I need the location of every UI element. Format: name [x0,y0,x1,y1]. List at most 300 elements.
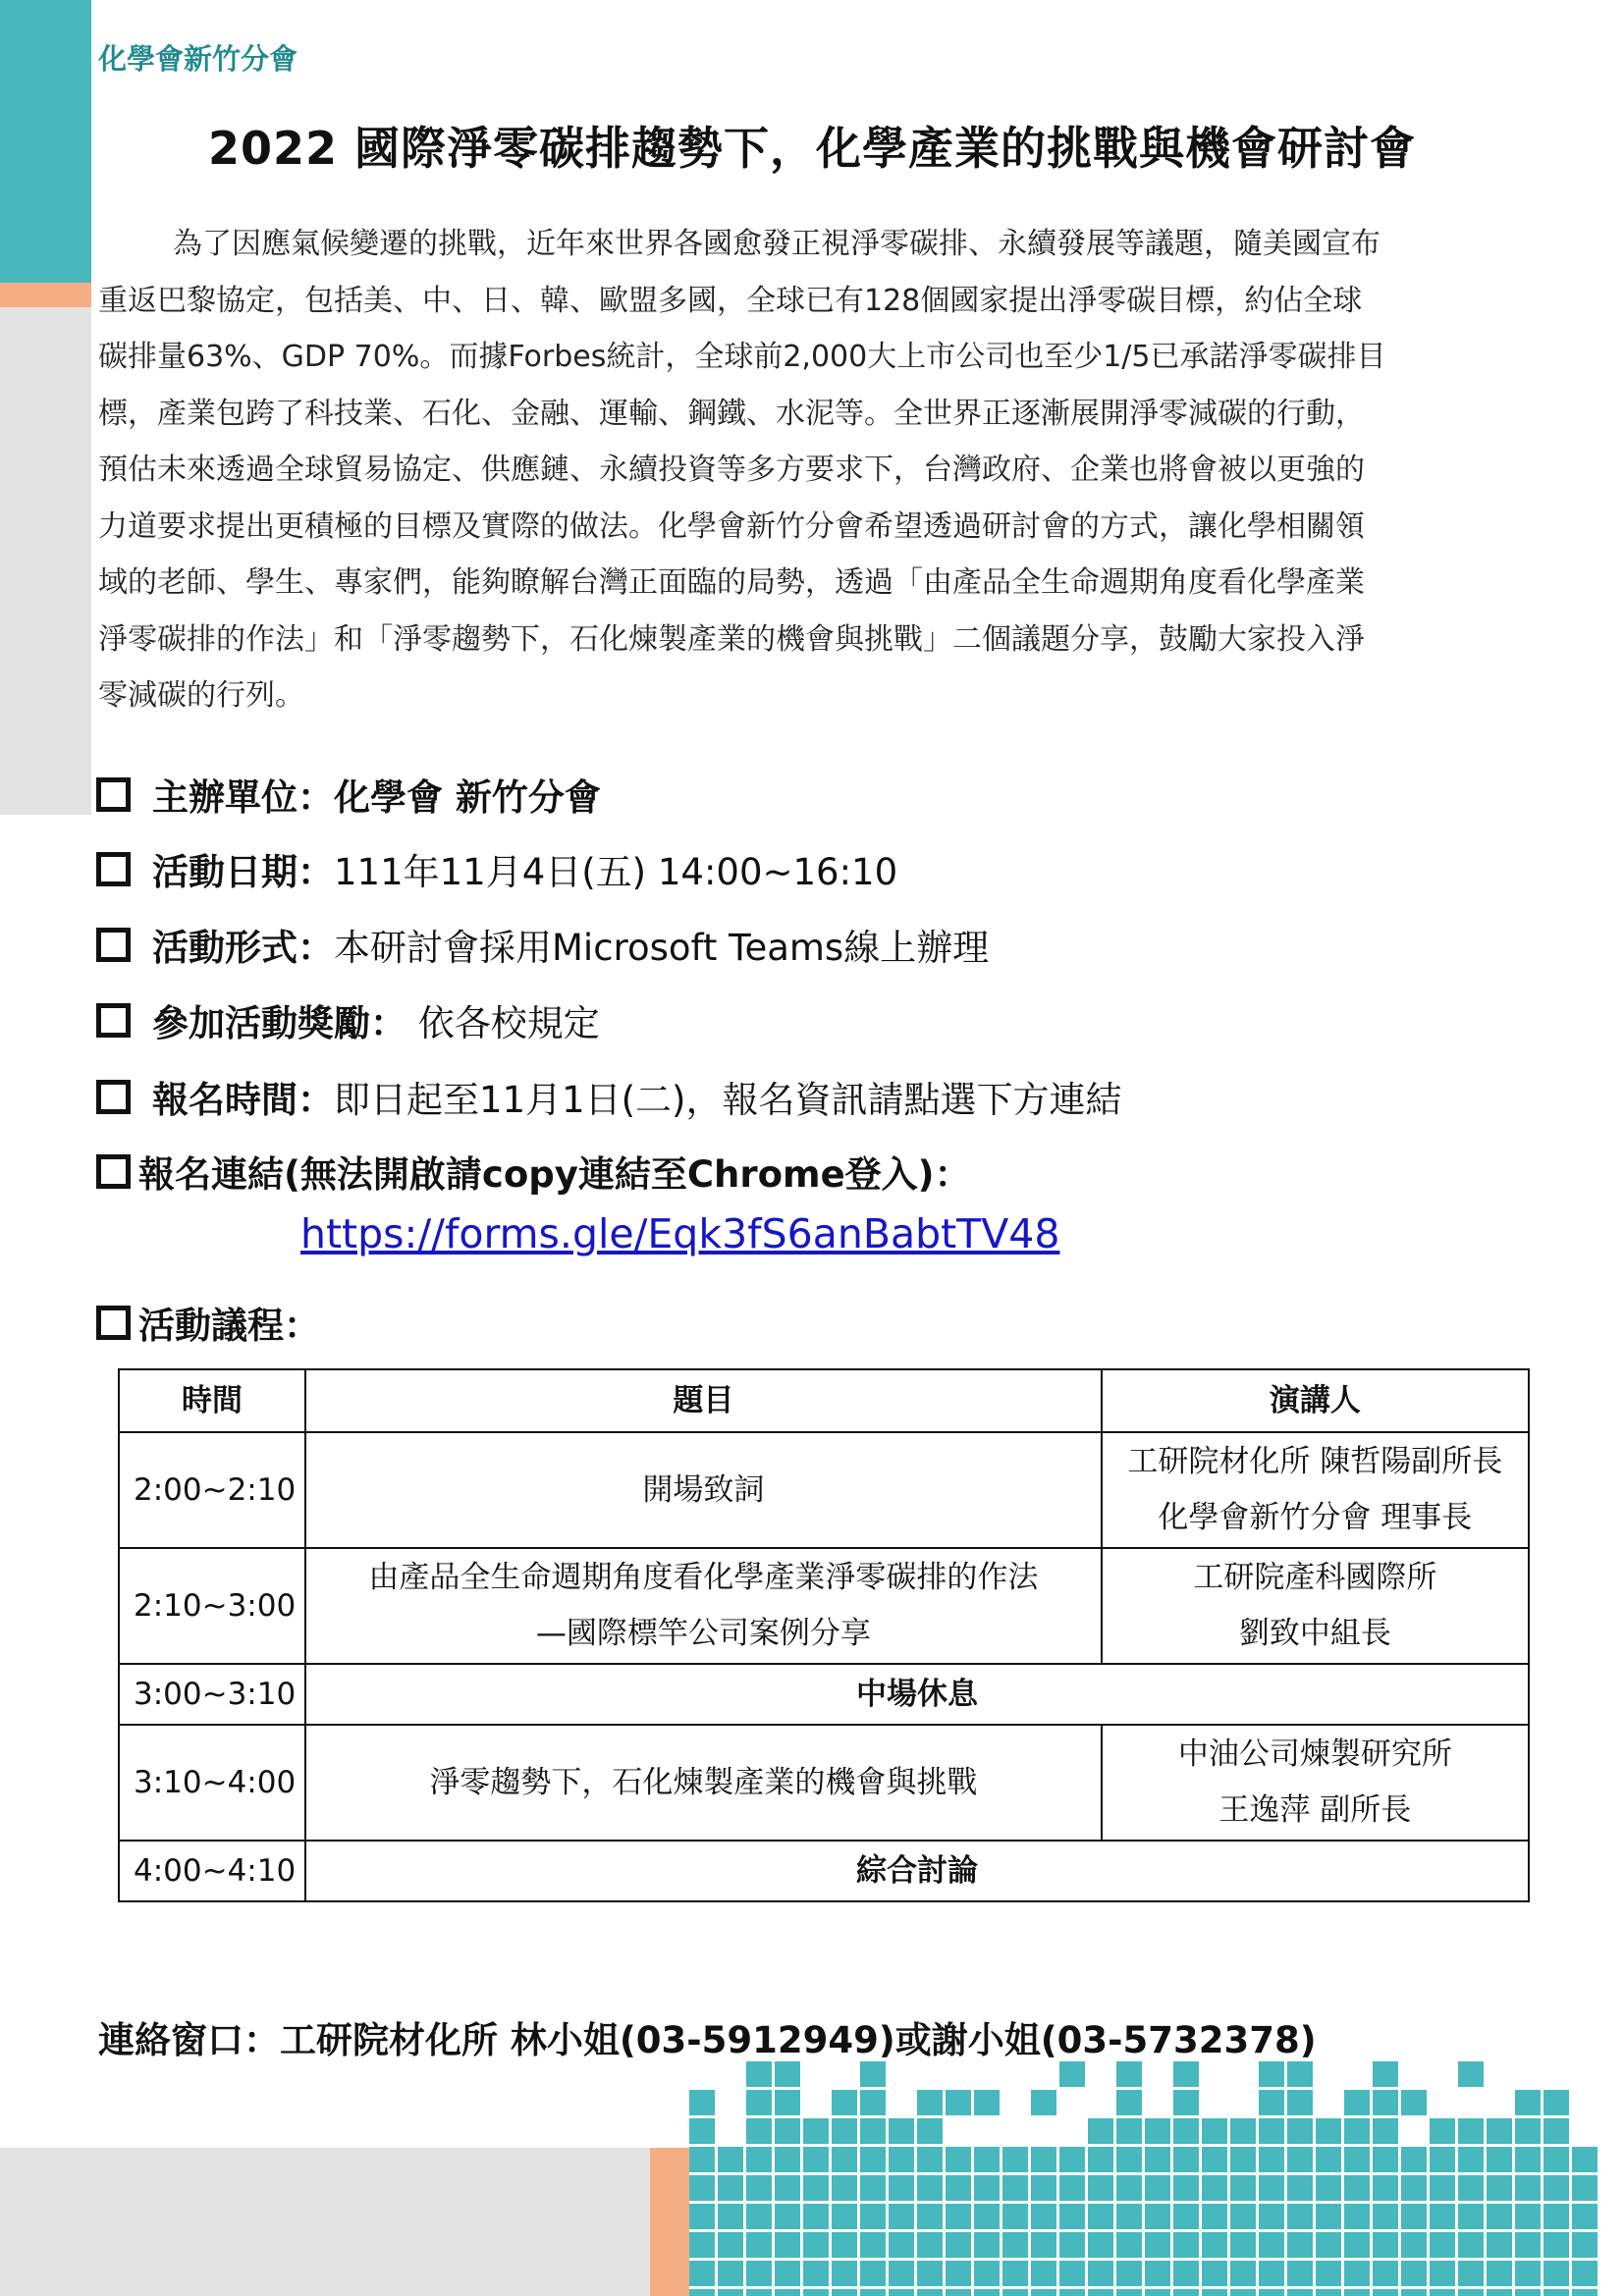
pattern-tile [775,2204,800,2229]
pattern-tile [1287,2232,1313,2258]
pattern-tile [1173,2118,1199,2144]
pattern-tile [832,2118,857,2144]
pattern-tile [746,2118,772,2144]
pattern-tile [1458,2204,1484,2229]
pattern-tile [974,2289,1000,2296]
pattern-tile [1430,2289,1455,2296]
pattern-tile [1515,2289,1541,2296]
pattern-tile [1572,2232,1597,2258]
pattern-tile [1287,2175,1313,2201]
agenda-label: 活動議程： [138,1305,320,1347]
pattern-tile [718,2232,743,2258]
pattern-tile [860,2175,886,2201]
pattern-tile [775,2061,800,2087]
pattern-tile [1401,2090,1427,2115]
pattern-tile [832,2289,857,2296]
pattern-tile [746,2061,772,2087]
pattern-tile [1487,2147,1512,2172]
pattern-tile [803,2261,829,2286]
pattern-tile [1344,2289,1370,2296]
pattern-tile [1002,2232,1028,2258]
pattern-tile [860,2232,886,2258]
pattern-tile [1116,2175,1142,2201]
pattern-tile [1059,2261,1085,2286]
signup-link[interactable]: https://forms.gle/Eqk3fS6anBabtTV48 [300,1210,1060,1257]
pattern-tile [917,2147,943,2172]
pattern-tile [1458,2147,1484,2172]
pattern-tile [832,2204,857,2229]
pattern-tile [917,2232,943,2258]
pattern-tile [1515,2175,1541,2201]
row-topic: 中場休息 [305,1664,1529,1725]
pattern-tile [974,2147,1000,2172]
pattern-tile [1401,2147,1427,2172]
pattern-tile [1116,2061,1142,2087]
pattern-tile [1487,2204,1512,2229]
pattern-tile [1316,2232,1341,2258]
pattern-tile [775,2289,800,2296]
pattern-tile [860,2147,886,2172]
pattern-tile [1515,2232,1541,2258]
reward-value: 依各校規定 [406,1002,600,1044]
pattern-tile [1088,2147,1113,2172]
pattern-tile [1173,2232,1199,2258]
pattern-tile [946,2147,971,2172]
pattern-tile [746,2204,772,2229]
pattern-tile [1202,2261,1227,2286]
pattern-tile [1059,2289,1085,2296]
intro-line: 淨零碳排的作法」和「淨零趨勢下，石化煉製產業的機會與挑戰」二個議題分享，鼓勵大家投入淨 [98,621,1365,657]
pattern-tile [1287,2061,1313,2087]
pattern-tile [917,2289,943,2296]
pattern-tile [689,2261,715,2286]
speaker-line: 王逸萍 副所長 [1218,1792,1412,1828]
info-format [96,918,1569,971]
pattern-tile [1487,2261,1512,2286]
pattern-tile [1287,2090,1313,2115]
pattern-tile [1515,2261,1541,2286]
pattern-tile [718,2147,743,2172]
organizer-label: 主辦單位： [152,776,334,819]
speaker-line: 劉致中組長 [1238,1616,1391,1651]
info-agenda [96,1296,1569,1349]
pattern-tile [917,2175,943,2201]
pattern-tile [1316,2147,1341,2172]
pattern-tile [1088,2289,1113,2296]
pattern-tile [1031,2090,1056,2115]
pattern-tile [1145,2289,1170,2296]
pattern-tile [1344,2118,1370,2144]
pattern-tile [889,2175,914,2201]
pattern-tile [1173,2061,1199,2087]
info-signup-time [96,1070,1569,1123]
pattern-tile [1572,2261,1597,2286]
pattern-tile [1059,2147,1085,2172]
pattern-tile [1145,2175,1170,2201]
pattern-tile [803,2204,829,2229]
pattern-tile [1430,2147,1455,2172]
pattern-tile [1059,2061,1085,2087]
intro-line: 預估未來透過全球貿易協定、供應鏈、永續投資等多方要求下，台灣政府、企業也將會被以更強的 [98,453,1365,487]
pattern-tile [1487,2118,1512,2144]
pattern-tile [689,2147,715,2172]
pattern-tile [1031,2147,1056,2172]
pattern-tile [1316,2204,1341,2229]
pattern-tile [1287,2204,1313,2229]
footer-orange-block [650,2148,689,2296]
pattern-tile [1202,2118,1227,2144]
pattern-tile [1002,2261,1028,2286]
intro-line: 零減碳的行列。 [98,678,304,713]
date-value: 111年11月4日(五) 14:00~16:10 [334,851,898,893]
pattern-tile [775,2090,800,2115]
pattern-tile [832,2147,857,2172]
pattern-tile [1430,2232,1455,2258]
pattern-tile [1344,2175,1370,2201]
pattern-tile [1116,2204,1142,2229]
pattern-tile [1031,2232,1056,2258]
pattern-tile [1401,2289,1427,2296]
pattern-tile [803,2289,829,2296]
pattern-tile [1230,2289,1256,2296]
pattern-tile [917,2090,943,2115]
agenda-table [118,1368,1530,1902]
pattern-tile [1031,2204,1056,2229]
footer-grey-block [0,2148,650,2296]
pattern-tile [889,2261,914,2286]
contact-info: 連絡窗口：工研院材化所 林小姐(03-5912949)或謝小姐(03-5732378) [98,2019,1317,2061]
info-reward [96,993,1569,1046]
table-row [119,1664,1529,1725]
pattern-tile [1344,2204,1370,2229]
pattern-tile [775,2147,800,2172]
table-header-row [119,1369,1529,1432]
pattern-tile [1173,2261,1199,2286]
pattern-tile [1344,2232,1370,2258]
pattern-tile [832,2090,857,2115]
left-grey-bar [0,307,91,815]
pattern-tile [1259,2289,1284,2296]
pattern-tile [1002,2175,1028,2201]
pattern-tile [1002,2204,1028,2229]
row-topic [305,1548,1102,1664]
pattern-tile [1373,2061,1398,2087]
pattern-tile [1230,2204,1256,2229]
pattern-tile [1430,2118,1455,2144]
header-time: 時間 [119,1369,305,1432]
pattern-tile [1088,2261,1113,2286]
pattern-tile [1515,2090,1541,2115]
pattern-tile [1543,2175,1569,2201]
pattern-tile [746,2175,772,2201]
pattern-tile [1401,2261,1427,2286]
speaker-line: 化學會新竹分會 理事長 [1158,1500,1473,1535]
pattern-tile [1116,2147,1142,2172]
pattern-tile [1572,2204,1597,2229]
intro-line: 力道要求提出更積極的目標及實際的做法。化學會新竹分會希望透過研討會的方式，讓化學相關領 [98,508,1365,544]
pattern-tile [1031,2289,1056,2296]
pattern-tile [746,2232,772,2258]
pattern-tile [1487,2232,1512,2258]
pattern-tile [946,2261,971,2286]
organizer-value: 化學會 新竹分會 [334,776,601,819]
pattern-tile [1458,2061,1484,2087]
pattern-tile [946,2232,971,2258]
pattern-tile [1287,2289,1313,2296]
pattern-tile [946,2289,971,2296]
pattern-tile [775,2118,800,2144]
pattern-tile [1430,2261,1455,2286]
pattern-tile [1059,2204,1085,2229]
pattern-tile [832,2175,857,2201]
checkbox-icon [96,928,131,962]
pattern-tile [1543,2204,1569,2229]
row-topic: 綜合討論 [305,1841,1529,1901]
pattern-tile [1202,2147,1227,2172]
topic-line: 由產品全生命週期角度看化學產業淨零碳排的作法 [368,1560,1039,1595]
topic-line: —國際標竿公司案例分享 [535,1616,871,1651]
table-row [119,1725,1529,1841]
pattern-tile [1430,2175,1455,2201]
pattern-tile [1116,2232,1142,2258]
pattern-tile [1287,2118,1313,2144]
pattern-tile [889,2204,914,2229]
pattern-tile [1002,2289,1028,2296]
pattern-tile [1259,2204,1284,2229]
intro-line: 碳排量63%、GDP 70%。而據Forbes統計，全球前2,000大上市公司也至少1/5已承諾淨零碳排目 [98,340,1386,374]
header-speaker: 演講人 [1102,1369,1529,1432]
pattern-tile [1316,2118,1341,2144]
pattern-tile [946,2204,971,2229]
pattern-tile [803,2147,829,2172]
pattern-tile [718,2261,743,2286]
info-date [96,842,1569,895]
pattern-tile [1543,2147,1569,2172]
intro-line: 重返巴黎協定，包括美、中、日、韓、歐盟多國，全球已有128個國家提出淨零碳目標，約佔全球 [98,283,1363,318]
table-row [119,1841,1529,1901]
pattern-tile [1515,2118,1541,2144]
pattern-tile [775,2232,800,2258]
pattern-tile [1202,2232,1227,2258]
pattern-tile [1259,2118,1284,2144]
pattern-tile [1031,2261,1056,2286]
pattern-tile [1287,2147,1313,2172]
pattern-tile [1173,2204,1199,2229]
row-topic [305,1432,1102,1548]
topic-line: 開場致詞 [642,1471,765,1508]
pattern-tile [689,2204,715,2229]
pattern-tile [803,2118,829,2144]
pattern-tile [1344,2090,1370,2115]
pattern-tile [718,2204,743,2229]
pattern-tile [860,2090,886,2115]
pattern-tile [746,2090,772,2115]
pattern-tile [974,2204,1000,2229]
pattern-tile [1145,2204,1170,2229]
pattern-tile [1458,2175,1484,2201]
pattern-tile [1173,2175,1199,2201]
pattern-tile [832,2261,857,2286]
header-topic: 題目 [305,1369,1102,1432]
pattern-tile [889,2147,914,2172]
pattern-tile [1259,2232,1284,2258]
speaker-line: 工研院產科國際所 [1193,1560,1437,1595]
pattern-tile [1543,2261,1569,2286]
pattern-tile [746,2147,772,2172]
pattern-tile [1059,2175,1085,2201]
row-time: 3:10~4:00 [119,1725,305,1841]
pattern-tile [1116,2261,1142,2286]
pattern-tile [832,2232,857,2258]
pattern-tile [1373,2147,1398,2172]
pattern-tile [1259,2090,1284,2115]
speaker-line: 中油公司煉製研究所 [1177,1736,1452,1772]
pattern-tile [917,2204,943,2229]
pattern-tile [1458,2118,1484,2144]
row-speaker [1102,1725,1529,1841]
pattern-tile [1572,2289,1597,2296]
pattern-tile [1515,2204,1541,2229]
pattern-tile [889,2289,914,2296]
pattern-tile [860,2261,886,2286]
pattern-tile [1373,2261,1398,2286]
pattern-tile [1543,2090,1569,2115]
pattern-tile [889,2232,914,2258]
row-time: 2:10~3:00 [119,1548,305,1664]
pattern-tile [746,2261,772,2286]
pattern-tile [1373,2232,1398,2258]
pattern-tile [689,2289,715,2296]
pattern-tile [860,2289,886,2296]
pattern-tile [1002,2147,1028,2172]
checkbox-icon [96,1080,131,1114]
pattern-tile [974,2261,1000,2286]
signup-time-value: 即日起至11月1日(二)，報名資訊請點選下方連結 [334,1079,1122,1121]
pattern-tile [1116,2289,1142,2296]
pattern-tile [1173,2090,1199,2115]
pattern-tile [1543,2289,1569,2296]
pattern-tile [860,2061,886,2087]
checkbox-icon [96,1154,131,1189]
pattern-tile [1145,2261,1170,2286]
pattern-tile [1344,2261,1370,2286]
speaker-line: 工研院材化所 陳哲陽副所長 [1127,1444,1503,1479]
pattern-tile [1316,2175,1341,2201]
pattern-tile [1259,2175,1284,2201]
pattern-tile [775,2175,800,2201]
pattern-tile [1230,2118,1256,2144]
pattern-tile [1173,2147,1199,2172]
checkbox-icon [96,1003,131,1038]
pattern-tile [1145,2147,1170,2172]
info-organizer [96,768,1569,821]
intro-line: 標，產業包跨了科技業、石化、金融、運輸、鋼鐵、水泥等。全世界正逐漸展開淨零減碳的行動， [98,396,1365,431]
signup-time-label: 報名時間： [152,1079,334,1121]
pattern-tile [1230,2232,1256,2258]
pattern-tile [1230,2175,1256,2201]
row-speaker [1102,1548,1529,1664]
intro-line: 為了因應氣候變遷的挑戰，近年來世界各國愈發正視淨零碳排、永續發展等議題，隨美國宣布 [173,227,1380,261]
pattern-tile [1373,2090,1398,2115]
pattern-tile [1458,2289,1484,2296]
signup-link-label: 報名連結(無法開啟請copy連結至Chrome登入)： [138,1153,971,1196]
checkbox-icon [96,1306,131,1340]
pattern-tile [1287,2261,1313,2286]
format-label: 活動形式： [152,927,334,969]
pattern-tile [1316,2289,1341,2296]
pattern-tile [689,2090,715,2115]
pattern-tile [1088,2118,1113,2144]
row-time: 4:00~4:10 [119,1841,305,1901]
pattern-tile [1059,2232,1085,2258]
pattern-tile [689,2232,715,2258]
row-time: 2:00~2:10 [119,1432,305,1548]
pattern-tile [1116,2118,1142,2144]
pattern-tile [1401,2175,1427,2201]
pattern-tile [1230,2261,1256,2286]
pattern-tile [775,2261,800,2286]
pattern-tile [1430,2204,1455,2229]
intro-line: 域的老師、學生、專家們，能夠瞭解台灣正面臨的局勢，透過「由產品全生命週期角度看化學產業 [98,565,1365,600]
pattern-tile [1401,2232,1427,2258]
pattern-tile [1031,2175,1056,2201]
pattern-tile [1088,2204,1113,2229]
pattern-tile [974,2090,1000,2115]
pattern-tile [974,2232,1000,2258]
pattern-tile [1373,2204,1398,2229]
reward-label: 參加活動獎勵： [152,1002,406,1044]
pattern-tile [1373,2289,1398,2296]
pattern-tile [1230,2147,1256,2172]
row-topic [305,1725,1102,1841]
pattern-tile [917,2261,943,2286]
pattern-tile [1145,2232,1170,2258]
pattern-tile [1316,2261,1341,2286]
pattern-tile [1116,2090,1142,2115]
pattern-tile [689,2175,715,2201]
footer-tile-pattern [689,2061,1624,2296]
pattern-tile [1515,2147,1541,2172]
pattern-tile [1487,2289,1512,2296]
pattern-tile [1202,2175,1227,2201]
pattern-tile [1458,2232,1484,2258]
pattern-tile [803,2232,829,2258]
pattern-tile [946,2090,971,2115]
pattern-tile [1458,2261,1484,2286]
pattern-tile [1401,2204,1427,2229]
pattern-tile [1259,2061,1284,2087]
pattern-tile [860,2118,886,2144]
pattern-tile [889,2118,914,2144]
pattern-tile [1173,2289,1199,2296]
pattern-tile [1202,2289,1227,2296]
intro-paragraph [98,216,1530,724]
pattern-tile [1088,2175,1113,2201]
pattern-tile [746,2289,772,2296]
pattern-tile [1543,2232,1569,2258]
pattern-tile [1259,2147,1284,2172]
pattern-tile [718,2289,743,2296]
pattern-tile [1202,2204,1227,2229]
pattern-tile [1373,2118,1398,2144]
pattern-tile [917,2118,943,2144]
pattern-tile [718,2175,743,2201]
date-label: 活動日期： [152,851,334,893]
pattern-tile [1344,2147,1370,2172]
pattern-tile [1088,2232,1113,2258]
pattern-tile [1373,2175,1398,2201]
topic-line: 淨零趨勢下，石化煉製產業的機會與挑戰 [429,1764,978,1800]
